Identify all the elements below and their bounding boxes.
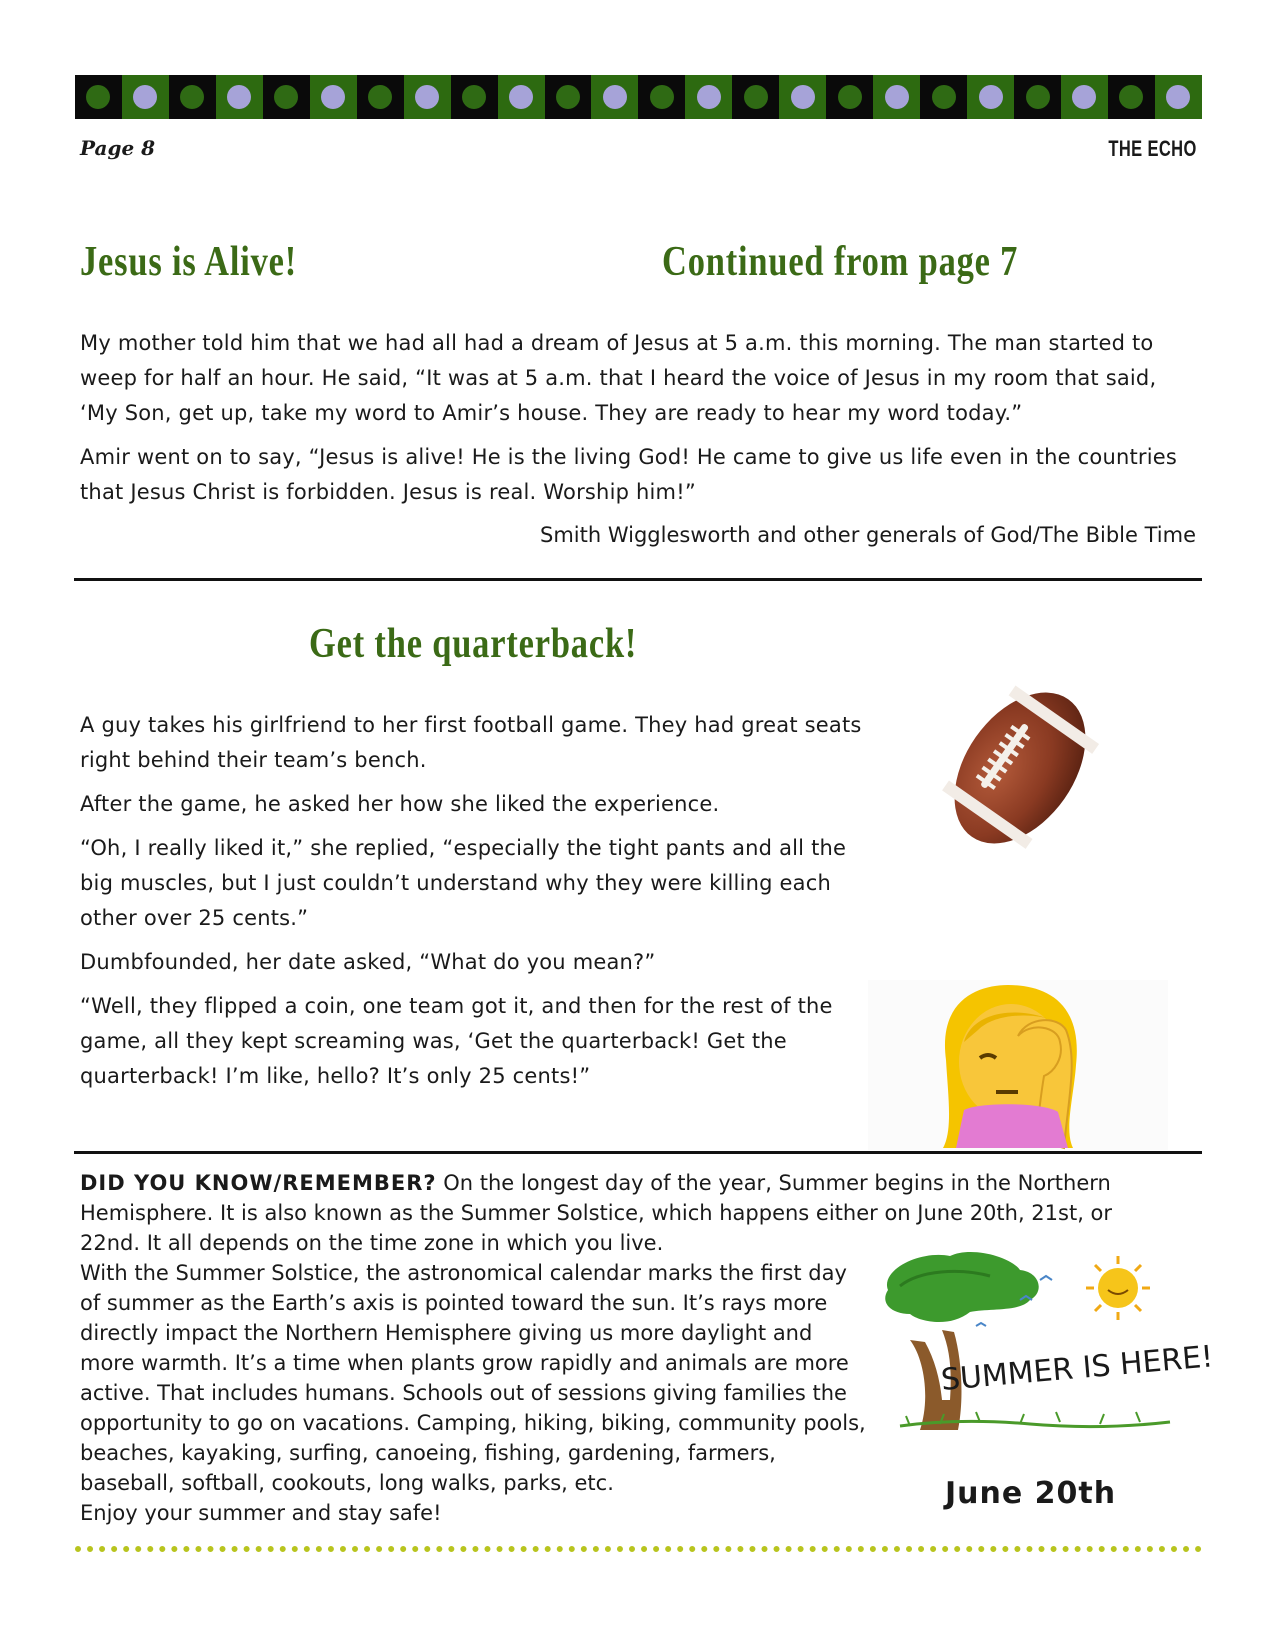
decorative-dot-band (75, 75, 1202, 119)
closing-line: Enjoy your summer and stay safe! (80, 1501, 442, 1525)
did-you-know-text: On the longest day of the year, Summer begins in the Northern Hemisphere. It is also known as the Summer Solstice, which happens either on June 20th, 21st, or 22nd. It all depends on the time zone in which you live. (80, 1171, 1113, 1255)
article2-paragraph: “Well, they flipped a coin, one team got it, and then for the rest of the game, all they kept screaming was, ‘Get the quarterback! Get the quarterback! I’m like, hello? It’s only 25 cents!” (80, 994, 833, 1088)
section-divider (74, 1151, 1202, 1154)
article1-body (80, 326, 1178, 519)
dotted-footer-rule (75, 1546, 1202, 1552)
summer-solstice-paragraph: With the Summer Solstice, the astronomical calendar marks the first day of summer as the Earth’s axis is pointed toward the sun. It’s rays more directly impact the Northern Hemisphere giving us more daylight and more warmth. It’s a time when plants grow rapidly and animals are more active. That includes humans. Schools out of sessions giving families the opportunity to go on vacations. Camping, hiking, biking, community pools, beaches, kayaking, surfing, canoeing, fishing, gardening, farmers, baseball, softball, cookouts, long walks, parks, etc. (80, 1261, 866, 1495)
article2-paragraph: A guy takes his girlfriend to her first football game. They had great seats right behind their team’s bench. (80, 713, 862, 772)
article2-paragraph: “Oh, I really liked it,” she replied, “especially the tight pants and all the big muscles, but I just couldn’t understand why they were killing each other over 25 cents.” (80, 836, 847, 930)
article1-paragraph: My mother told him that we had all had a dream of Jesus at 5 a.m. this morning. The man started to weep for half an hour. He said, “It was at 5 a.m. that I heard the voice of Jesus in my room that said, ‘My Son, get up, take my word to Amir’s house. They are ready to hear my word today.” (80, 331, 1157, 425)
article2-body (80, 708, 870, 1103)
football-image (935, 683, 1105, 853)
did-you-know-intro (80, 1168, 1178, 1258)
newsletter-name: THE ECHO (1108, 136, 1197, 161)
article1-credit: Smith Wigglesworth and other generals of God/The Bible Time (539, 523, 1196, 547)
article2-paragraph: After the game, he asked her how she liked the experience. (80, 792, 720, 816)
article-title-quarterback: Get the quarterback! (309, 621, 638, 667)
facepalm-emoji-image (868, 980, 1168, 1150)
summer-is-here-image (880, 1250, 1215, 1440)
did-you-know-lead: DID YOU KNOW/REMEMBER? (80, 1171, 437, 1195)
article2-paragraph: Dumbfounded, her date asked, “What do you mean?” (80, 950, 656, 974)
continued-note: Continued from page 7 (662, 239, 1019, 285)
article-title-jesus-alive: Jesus is Alive! (80, 239, 298, 285)
june-20th-caption: June 20th (945, 1476, 1117, 1511)
summer-image-text: SUMMER IS HERE! (939, 1339, 1215, 1398)
article1-paragraph: Amir went on to say, “Jesus is alive! He is the living God! He came to give us life even in the countries that Jesus Christ is forbidden. Jesus is real. Worship him!” (80, 445, 1178, 504)
page-number: Page 8 (80, 136, 156, 160)
section-divider (74, 578, 1202, 581)
